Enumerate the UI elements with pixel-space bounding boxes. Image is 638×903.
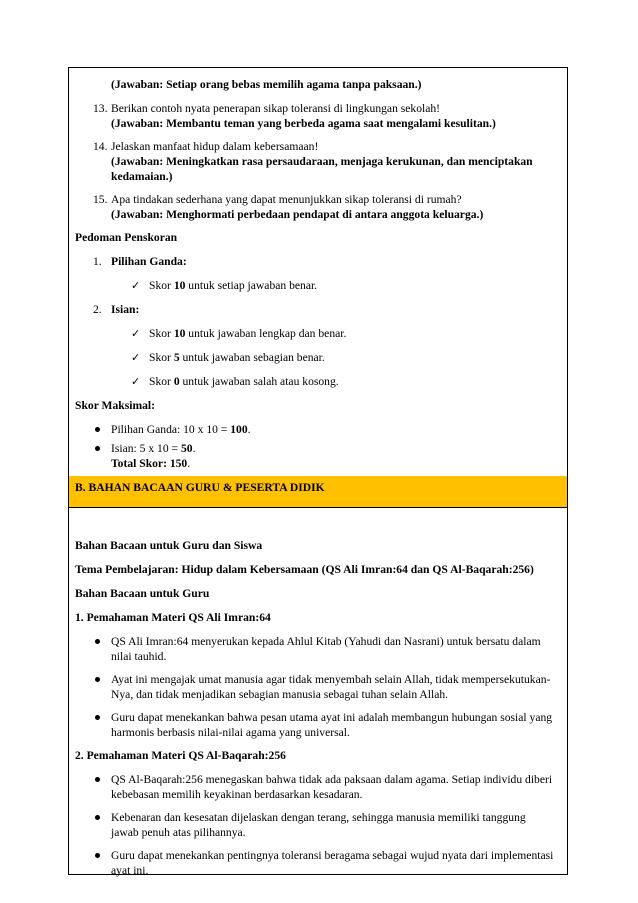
p1-b2-line1: Ayat ini mengajak umat manusia agar tidak menyembah selain Allah, tidak mempersekutukan- (111, 673, 551, 686)
p2-b1-line2: kebebasan memilih keyakinan berdasarkan kesadaran. (111, 788, 363, 801)
bullet-icon (95, 446, 100, 451)
q14-answer-line2: kedamaian.) (111, 170, 173, 183)
p2-b1-line1: QS Al-Baqarah:256 menegaskan bahwa tidak ada paksaan dalam agama. Setiap individu diberi (111, 773, 553, 786)
q14-answer-line1: (Jawaban: Meningkatkan rasa persaudaraan, menjaga kerukunan, dan menciptakan (111, 155, 533, 168)
section-b-title: B. BAHAN BACAAN GURU & PESERTA DIDIK (75, 481, 325, 494)
bullet-icon (95, 853, 100, 858)
scoring-item1-title: Pilihan Ganda: (111, 255, 187, 268)
check-icon: ✓ (131, 351, 141, 364)
q13-answer: (Jawaban: Membantu teman yang berbeda agama saat mengalami kesulitan.) (111, 117, 496, 130)
check-icon: ✓ (131, 279, 141, 292)
p1-b1-line2: nilai tauhid. (111, 650, 167, 663)
scoring-item2-rule3: Skor 0 untuk jawaban salah atau kosong. (149, 375, 339, 388)
scoring-item2-title: Isian: (111, 303, 140, 316)
q13-number: 13. (93, 102, 108, 115)
bullet-icon (95, 639, 100, 644)
bullet-icon (95, 677, 100, 682)
max-score-heading: Skor Maksimal: (75, 399, 155, 412)
p1-b3-line1: Guru dapat menekankan bahwa pesan utama ayat ini adalah membangun hubungan sosial yang (111, 711, 553, 724)
scoring-heading: Pedoman Penskoran (75, 231, 178, 244)
check-icon: ✓ (131, 375, 141, 388)
q14-number: 14. (93, 140, 108, 153)
p2-b3-line1: Guru dapat menekankan pentingnya toleransi beragama sebagai wujud nyata dari implementasi (111, 849, 554, 862)
scoring-item1-rule: Skor 10 untuk setiap jawaban benar. (149, 279, 318, 292)
q15-number: 15. (93, 193, 108, 206)
bullet-icon (95, 715, 100, 720)
reading-theme: Tema Pembelajaran: Hidup dalam Kebersamaan (QS Ali Imran:64 dan QS Al-Baqarah:256) (75, 563, 534, 576)
q15-question: Apa tindakan sederhana yang dapat menunjukkan sikap toleransi di rumah? (111, 193, 462, 206)
scoring-item2-rule1: Skor 10 untuk jawaban lengkap dan benar. (149, 327, 347, 340)
p2-b2-line2: jawab penuh atas pilihannya. (111, 826, 246, 839)
bullet-icon (95, 777, 100, 782)
bullet-icon (95, 815, 100, 820)
reading-part2-title: 2. Pemahaman Materi QS Al-Baqarah:256 (75, 749, 286, 762)
p1-b2-line2: Nya, dan tidak menjadikan sebagian manusia sebagai tuhan selain Allah. (111, 688, 449, 701)
reading-for-teacher: Bahan Bacaan untuk Guru (75, 587, 210, 600)
check-icon: ✓ (131, 327, 141, 340)
section-b-header (69, 476, 567, 507)
p2-b2-line1: Kebenaran dan kesesatan dijelaskan dengan terang, sehingga manusia memiliki tanggung (111, 811, 526, 824)
q13-question: Berikan contoh nyata penerapan sikap toleransi di lingkungan sekolah! (111, 102, 441, 115)
max-score-pg: Pilihan Ganda: 10 x 10 = 100. (111, 423, 251, 436)
q12-answer: (Jawaban: Setiap orang bebas memilih agama tanpa paksaan.) (111, 78, 422, 91)
p2-b3-line2: ayat ini. (111, 864, 149, 877)
document-frame (68, 67, 568, 875)
p1-b1-line1: QS Ali Imran:64 menyerukan kepada Ahlul Kitab (Yahudi dan Nasrani) untuk bersatu dalam (111, 635, 541, 648)
scoring-item1-number: 1. (93, 255, 102, 268)
reading-part1-title: 1. Pemahaman Materi QS Ali Imran:64 (75, 611, 271, 624)
scoring-item2-rule2: Skor 5 untuk jawaban sebagian benar. (149, 351, 325, 364)
reading-title: Bahan Bacaan untuk Guru dan Siswa (75, 539, 263, 552)
scoring-item2-number: 2. (93, 303, 102, 316)
divider (69, 507, 567, 508)
q15-answer: (Jawaban: Menghormati perbedaan pendapat di antara anggota keluarga.) (111, 208, 484, 221)
max-score-isian: Isian: 5 x 10 = 50. (111, 442, 196, 455)
q14-question: Jelaskan manfaat hidup dalam kebersamaan! (111, 140, 319, 153)
max-score-total: Total Skor: 150. (111, 457, 191, 470)
p1-b3-line2: harmonis berbasis nilai-nilai agama yang universal. (111, 726, 350, 739)
bullet-icon (95, 427, 100, 432)
